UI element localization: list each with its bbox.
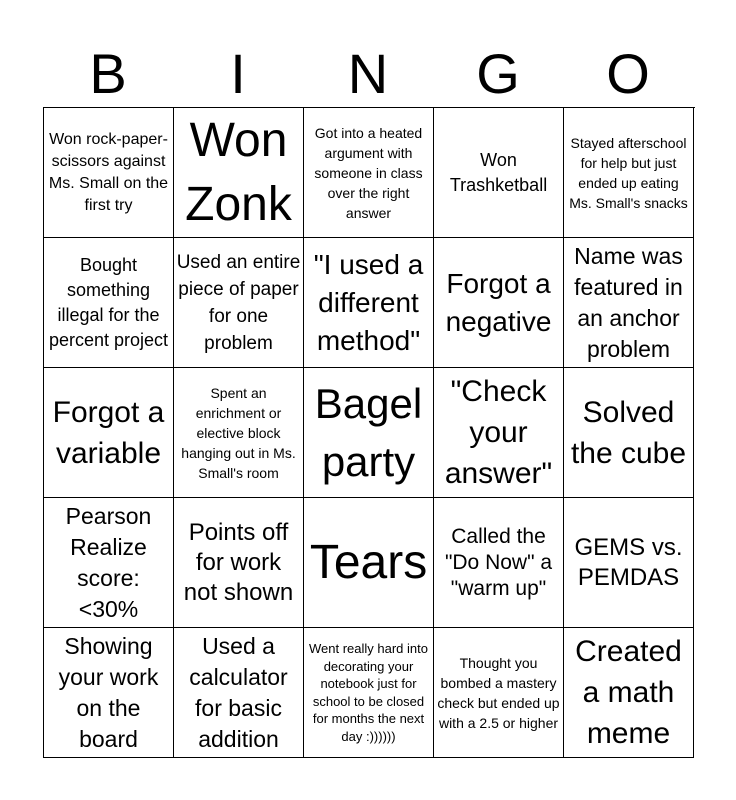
header-letter-b: B bbox=[89, 42, 127, 105]
cell-text: Tears bbox=[309, 535, 428, 589]
bingo-cell[interactable] bbox=[44, 238, 174, 368]
cell-text: Stayed afterschool for help but just ended up eating Ms. Small's snacks bbox=[569, 134, 688, 211]
bingo-cell[interactable] bbox=[304, 368, 434, 498]
cell-text: "Check your answer" bbox=[444, 375, 553, 490]
cell-text: "I used a different method" bbox=[313, 248, 424, 356]
cell-text: Spent an enrichment or elective block hanging out in Ms. Small's room bbox=[181, 384, 296, 481]
bingo-cell[interactable] bbox=[564, 498, 694, 628]
cell-text: Won Trashketball bbox=[449, 149, 548, 195]
cell-text: Won rock-paper-scissors against Ms. Small on the first try bbox=[48, 130, 169, 214]
bingo-cell[interactable] bbox=[564, 368, 694, 498]
bingo-cell[interactable] bbox=[304, 628, 434, 758]
cell-text: GEMS vs. PEMDAS bbox=[574, 533, 683, 591]
cell-text: Won Zonk bbox=[185, 113, 292, 231]
bingo-cell[interactable] bbox=[434, 108, 564, 238]
bingo-cell[interactable] bbox=[304, 498, 434, 628]
bingo-cell[interactable] bbox=[174, 368, 304, 498]
bingo-cell[interactable] bbox=[44, 628, 174, 758]
bingo-cell[interactable] bbox=[434, 628, 564, 758]
bingo-cell[interactable] bbox=[564, 628, 694, 758]
cell-text: Points off for work not shown bbox=[183, 518, 294, 606]
bingo-cell[interactable] bbox=[174, 108, 304, 238]
cell-text: Solved the cube bbox=[570, 395, 687, 470]
cell-text: Pearson Realize score: <30% bbox=[65, 502, 152, 622]
cell-text: Used an entire piece of paper for one problem bbox=[176, 251, 301, 354]
bingo-cell[interactable] bbox=[304, 238, 434, 368]
cell-text: Used a calculator for basic addition bbox=[189, 632, 288, 752]
bingo-header bbox=[43, 42, 693, 106]
cell-text: Forgot a variable bbox=[52, 395, 165, 470]
bingo-cell[interactable] bbox=[174, 628, 304, 758]
cell-text: Bought something illegal for the percent project bbox=[48, 254, 169, 350]
cell-text: Went really hard into decorating your notebook just for school to be closed for months the next day :)))))) bbox=[309, 641, 428, 744]
bingo-board bbox=[43, 107, 695, 758]
bingo-cell[interactable] bbox=[434, 498, 564, 628]
header-letter-g: G bbox=[476, 42, 520, 105]
bingo-cell[interactable] bbox=[434, 368, 564, 498]
cell-text: Called the "Do Now" a "warm up" bbox=[444, 524, 553, 600]
bingo-cell[interactable] bbox=[44, 368, 174, 498]
cell-text: Created a math meme bbox=[575, 635, 682, 750]
cell-text: Showing your work on the board bbox=[58, 632, 159, 752]
header-letter-o: O bbox=[606, 42, 650, 105]
cell-text: Bagel party bbox=[314, 379, 423, 485]
header-letter-n: N bbox=[347, 42, 389, 105]
bingo-cell[interactable] bbox=[44, 108, 174, 238]
bingo-cell[interactable] bbox=[564, 108, 694, 238]
bingo-cell[interactable] bbox=[304, 108, 434, 238]
cell-text: Name was featured in an anchor problem bbox=[574, 242, 683, 362]
cell-text: Forgot a negative bbox=[445, 267, 552, 337]
header-letter-i: I bbox=[230, 42, 246, 105]
cell-text: Got into a heated argument with someone in class over the right answer bbox=[314, 124, 423, 221]
cell-text: Thought you bombed a mastery check but ended up with a 2.5 or higher bbox=[437, 654, 560, 731]
bingo-cell[interactable] bbox=[564, 238, 694, 368]
bingo-cell[interactable] bbox=[174, 238, 304, 368]
bingo-cell[interactable] bbox=[174, 498, 304, 628]
bingo-cell[interactable] bbox=[44, 498, 174, 628]
bingo-cell[interactable] bbox=[434, 238, 564, 368]
